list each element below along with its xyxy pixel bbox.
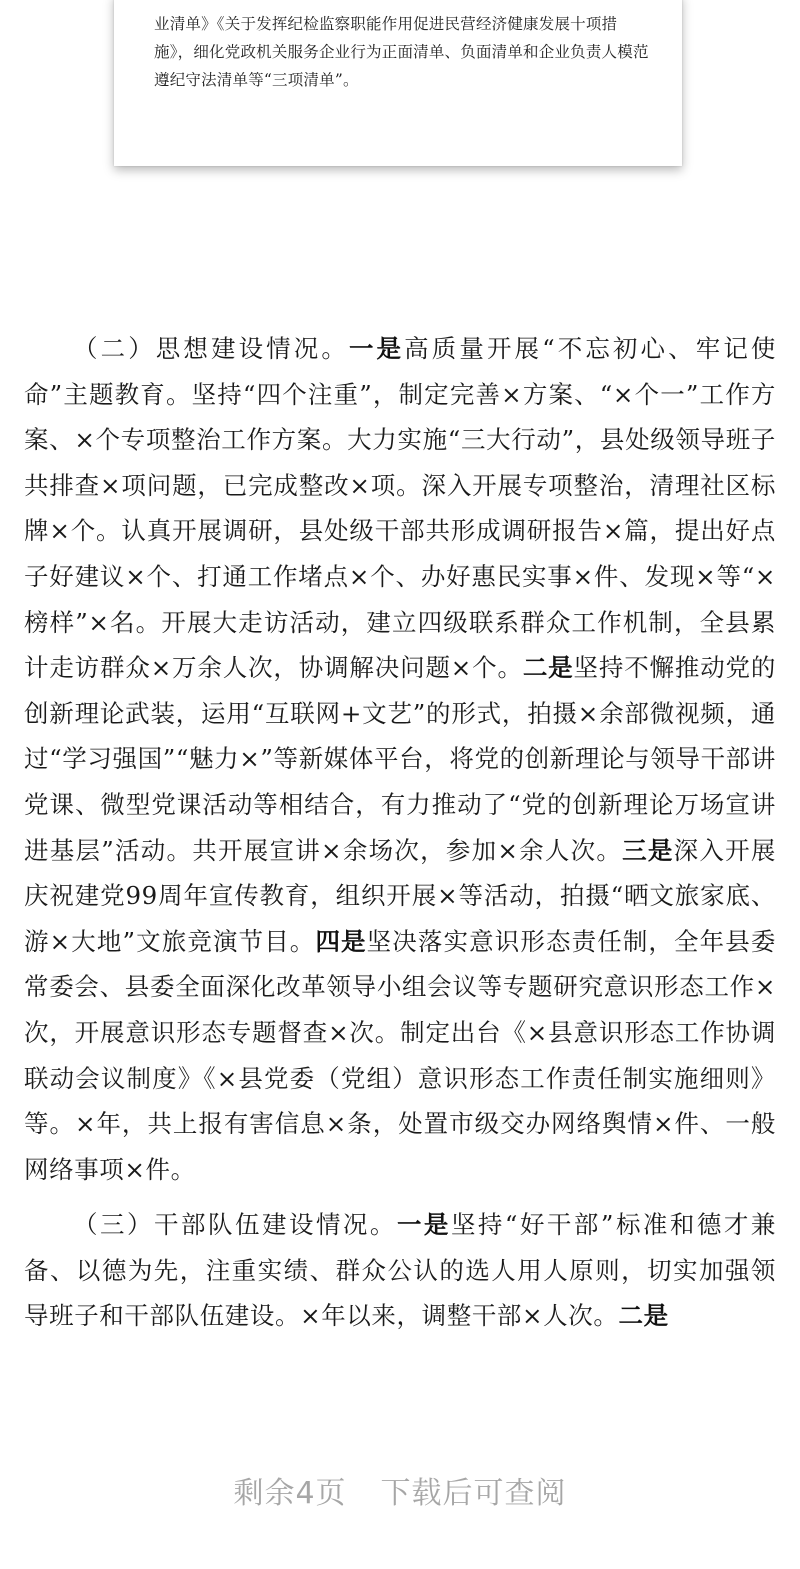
- remaining-pages-label: 剩余4页: [233, 1476, 347, 1511]
- card-text: 业清单》《关于发挥纪检监察职能作用促进民营经济健康发展十项措施》，细化党政机关服务企业行为正面清单、负面清单和企业负责人模范遵纪守法清单等“三项清单”。: [154, 15, 649, 89]
- paragraph-text-segment: 坚持不懈推动党的创新理论武装，运用“互联网+文艺”的形式，拍摄×余部微视频，通过“学习强国”“魅力×”等新媒体平台，将党的创新理论与领导干部讲党课、微型党课活动等相结合，有力推动了“党的创新理论万场宣讲进基层”活动。共开展宣讲×余场次，参加×余人次。: [24, 653, 776, 865]
- paragraph-bold-marker: 四是: [315, 926, 367, 956]
- paragraph-text-segment: 高质量开展“不忘初心、牢记使命”主题教育。坚持“四个注重”，制定完善×方案、“×个一”工作方案、×个专项整治工作方案。大力实施“三大行动”，县处级领导班子共排查×项问题，已完成整改×项。深入开展专项整治，清理社区标牌×个。认真开展调研，县处级干部共形成调研报告×篇，提出好点子好建议×个、打通工作堵点×个、办好惠民实事×件、发现×等“×榜样”×名。开展大走访活动，建立四级联系群众工作机制，全县累计走访群众×万余人次，协调解决问题×个。: [24, 334, 777, 683]
- remaining-pages-prompt[interactable]: [0, 1468, 800, 1512]
- paragraph-text-segment: （三）干部队伍建设情况。: [73, 1210, 397, 1240]
- paragraph-text-segment: （二）思想建设情况。: [73, 334, 349, 363]
- paragraph-bold-marker: 一是: [348, 334, 405, 363]
- document-body: [24, 326, 776, 1349]
- paragraph-bold-marker: 一是: [396, 1210, 451, 1240]
- paragraph-bold-marker: 二是: [618, 1301, 669, 1331]
- paragraph-ideological-building: [24, 326, 776, 1192]
- paragraph-text-segment: 坚决落实意识形态责任制，全年县委常委会、县委全面深化改革领导小组会议等专题研究意识形态工作×次，开展意识形态专题督查×次。制定出台《×县意识形态工作协调联动会议制度》《×县党委（党组）意识形态工作责任制实施细则》等。×年，共上报有害信息×条，处置市级交办网络舆情×件、一般网络事项×件。: [24, 926, 776, 1184]
- previous-page-preview-card: [114, 0, 682, 166]
- paragraph-text-segment: 深入开展庆祝建党99周年宣传教育，组织开展×等活动，拍摄“晒文旅家底、游×大地”文旅竞演节目。: [24, 835, 777, 956]
- paragraph-text-segment: 坚持“好干部”标准和德才兼备、以德为先，注重实绩、群众公认的选人用人原则，切实加强领导班子和干部队伍建设。×年以来，调整干部×人次。: [24, 1210, 777, 1331]
- download-hint-label: 下载后可查阅: [380, 1476, 567, 1511]
- paragraph-cadre-building: [24, 1202, 776, 1339]
- paragraph-bold-marker: 二是: [522, 653, 574, 683]
- paragraph-bold-marker: 三是: [622, 835, 674, 865]
